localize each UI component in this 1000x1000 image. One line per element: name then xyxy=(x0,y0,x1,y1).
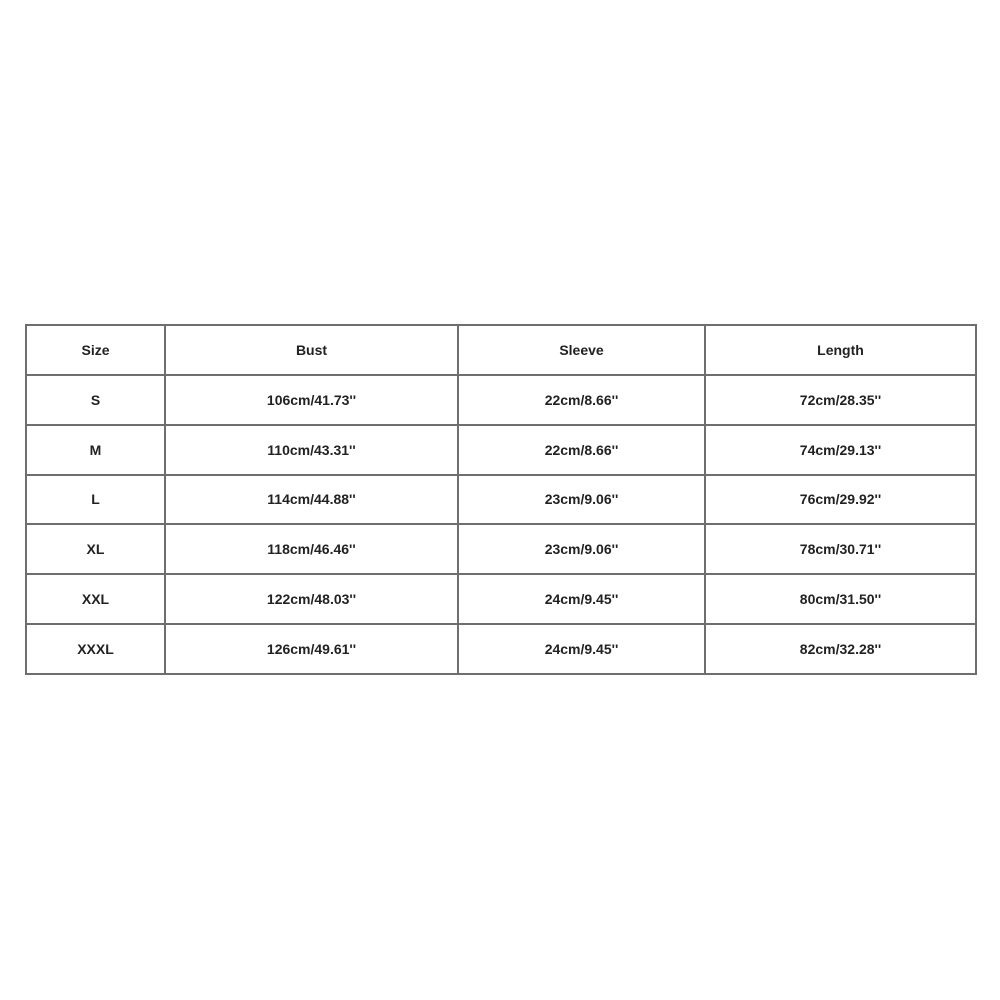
cell-bust: 118cm/46.46'' xyxy=(165,524,458,574)
cell-size: S xyxy=(26,375,165,425)
header-length: Length xyxy=(705,325,976,375)
cell-sleeve: 22cm/8.66'' xyxy=(458,425,705,475)
cell-length: 74cm/29.13'' xyxy=(705,425,976,475)
table-row xyxy=(26,375,976,425)
header-bust: Bust xyxy=(165,325,458,375)
cell-length: 80cm/31.50'' xyxy=(705,574,976,624)
table-row xyxy=(26,624,976,674)
cell-size: XL xyxy=(26,524,165,574)
table-row xyxy=(26,425,976,475)
table-row xyxy=(26,574,976,624)
cell-length: 76cm/29.92'' xyxy=(705,475,976,525)
cell-sleeve: 22cm/8.66'' xyxy=(458,375,705,425)
cell-size: M xyxy=(26,425,165,475)
cell-length: 82cm/32.28'' xyxy=(705,624,976,674)
cell-length: 72cm/28.35'' xyxy=(705,375,976,425)
cell-bust: 114cm/44.88'' xyxy=(165,475,458,525)
header-size: Size xyxy=(26,325,165,375)
table-row xyxy=(26,524,976,574)
cell-size: L xyxy=(26,475,165,525)
header-sleeve: Sleeve xyxy=(458,325,705,375)
cell-length: 78cm/30.71'' xyxy=(705,524,976,574)
cell-sleeve: 24cm/9.45'' xyxy=(458,574,705,624)
cell-sleeve: 23cm/9.06'' xyxy=(458,475,705,525)
cell-bust: 106cm/41.73'' xyxy=(165,375,458,425)
table-row xyxy=(26,475,976,525)
size-chart-table xyxy=(25,324,977,675)
cell-bust: 126cm/49.61'' xyxy=(165,624,458,674)
cell-bust: 122cm/48.03'' xyxy=(165,574,458,624)
cell-bust: 110cm/43.31'' xyxy=(165,425,458,475)
cell-sleeve: 24cm/9.45'' xyxy=(458,624,705,674)
header-row xyxy=(26,325,976,375)
cell-size: XXXL xyxy=(26,624,165,674)
cell-sleeve: 23cm/9.06'' xyxy=(458,524,705,574)
cell-size: XXL xyxy=(26,574,165,624)
